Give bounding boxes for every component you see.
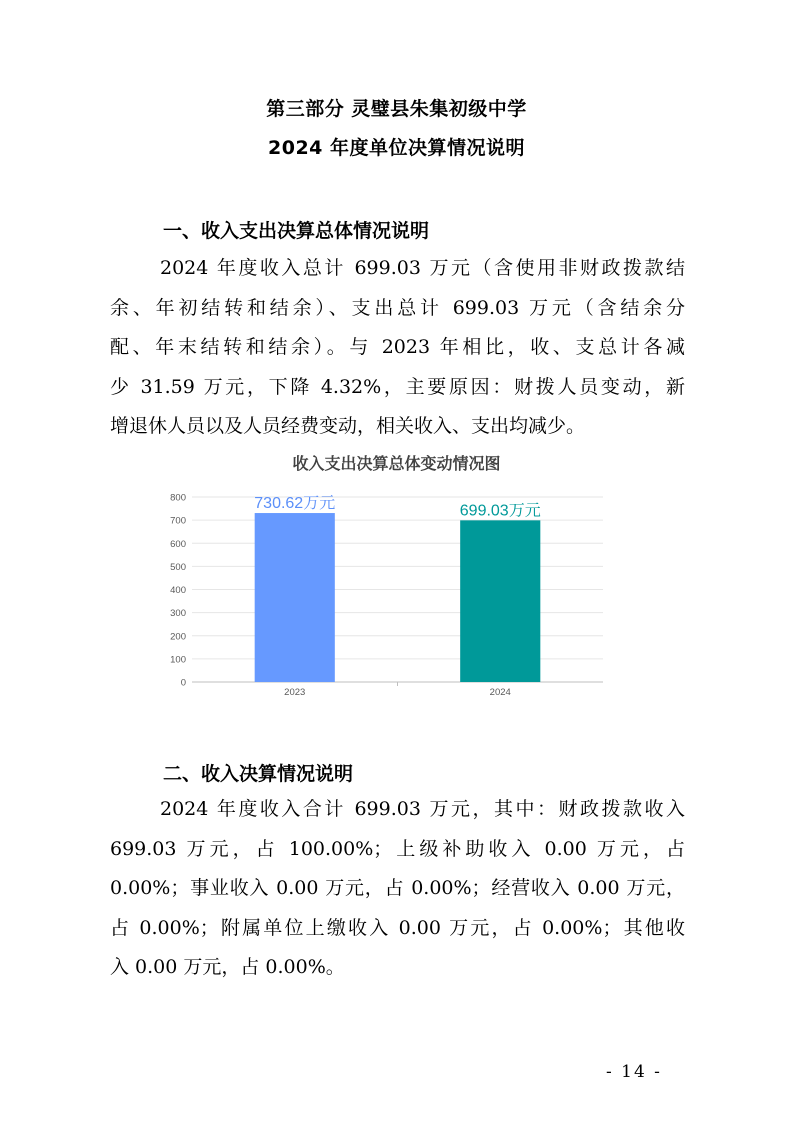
data-label: 699.03万元 <box>459 502 541 520</box>
section2-heading: 二、收入决算情况说明 <box>163 763 354 785</box>
y-tick-label: 100 <box>170 654 186 666</box>
y-tick-label: 600 <box>170 538 186 550</box>
y-tick-label: 500 <box>170 561 186 573</box>
paragraph-line: 余、年初结转和结余）、支出总计 699.03 万元（含结余分 <box>110 296 685 319</box>
y-tick-label: 400 <box>170 585 186 596</box>
document-title: 第三部分 灵璧县朱集初级中学 <box>266 98 527 120</box>
x-tick-label: 2023 <box>284 687 306 698</box>
paragraph-line: 增退休人员以及人员经费变动，相关收入、支出均减少。 <box>110 415 586 437</box>
y-tick-label: 800 <box>170 492 186 504</box>
y-tick-label: 0 <box>180 677 186 689</box>
data-label: 730.62万元 <box>254 495 336 513</box>
page-number: - 14 - <box>606 1062 662 1082</box>
paragraph-line: 入 0.00 万元，占 0.00%。 <box>110 956 345 978</box>
paragraph-line: 少 31.59 万元，下降 4.32%，主要原因：财拨人员变动，新 <box>110 375 685 398</box>
chart-title: 收入支出决算总体变动情况图 <box>292 454 501 473</box>
bar-2024 <box>460 520 540 682</box>
y-tick-label: 300 <box>170 608 186 620</box>
bar-chart <box>150 482 620 702</box>
document-subtitle: 2024 年度单位决算情况说明 <box>268 137 525 159</box>
y-tick-label: 700 <box>170 515 186 527</box>
paragraph-line: 2024 年度收入合计 699.03 万元，其中：财政拨款收入 <box>160 798 685 820</box>
paragraph-line: 2024 年度收入总计 699.03 万元（含使用非财政拨款结 <box>160 257 685 279</box>
section1-heading: 一、收入支出决算总体情况说明 <box>163 220 430 242</box>
paragraph-line: 占 0.00%；附属单位上缴收入 0.00 万元，占 0.00%；其他收 <box>110 916 685 939</box>
section2-paragraph <box>110 790 685 988</box>
bar-2023 <box>255 513 335 682</box>
section1-paragraph <box>110 249 685 447</box>
paragraph-line: 699.03 万元，占 100.00%；上级补助收入 0.00 万元，占 <box>110 837 685 860</box>
y-tick-label: 200 <box>170 631 186 643</box>
x-tick-label: 2024 <box>489 687 511 698</box>
paragraph-line: 0.00%；事业收入 0.00 万元，占 0.00%；经营收入 0.00 万元， <box>110 877 685 899</box>
paragraph-line: 配、年末结转和结余）。与 2023 年相比，收、支总计各减 <box>110 336 685 358</box>
